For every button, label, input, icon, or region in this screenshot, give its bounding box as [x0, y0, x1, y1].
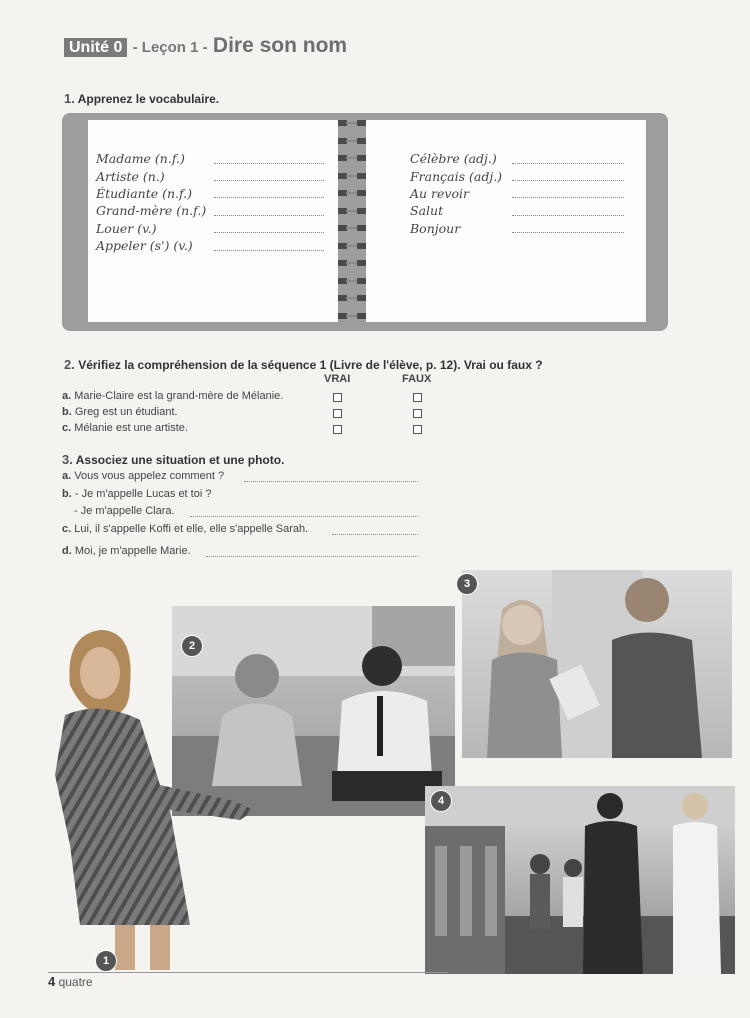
item-letter: b.: [62, 406, 72, 418]
vocab-word: Bonjour: [410, 221, 461, 236]
true-checkbox[interactable]: [333, 393, 342, 402]
spiral-ring: [338, 172, 366, 180]
exercise-1-title: [64, 91, 219, 106]
vocab-word: Français (adj.): [410, 169, 503, 184]
answer-line[interactable]: [214, 163, 324, 164]
item-letter: b.: [62, 488, 72, 500]
situation-line: [62, 470, 224, 482]
unit-badge: Unité 0: [64, 38, 127, 57]
photo-4-illustration: [425, 786, 735, 974]
notebook-spiral: [338, 113, 366, 331]
photo-badge: 3: [456, 573, 478, 595]
true-checkbox[interactable]: [333, 409, 342, 418]
false-checkbox[interactable]: [413, 393, 422, 402]
situation-line: [74, 505, 175, 517]
item-text: Marie-Claire est la grand-mère de Mélanie.: [74, 390, 284, 402]
answer-line[interactable]: [214, 232, 324, 233]
item-letter: c.: [62, 523, 72, 535]
item-text: - Je m'appelle Lucas et toi ?: [74, 488, 212, 500]
item-text: Greg est un étudiant.: [74, 406, 178, 418]
spiral-ring: [338, 119, 366, 127]
item-letter: d.: [62, 545, 72, 557]
vocab-word: Au revoir: [410, 186, 469, 201]
item-text: Mélanie est une artiste.: [74, 422, 188, 434]
vocab-word: Salut: [410, 203, 444, 218]
exercise-instruction: Apprenez le vocabulaire.: [77, 92, 220, 106]
photo-badge: 2: [181, 635, 203, 657]
spiral-ring: [338, 189, 366, 197]
item-text: Lui, il s'appelle Koffi et elle, elle s'appelle Sarah.: [74, 523, 309, 535]
true-false-statement: [62, 406, 178, 418]
vocab-word: Louer (v.): [96, 221, 157, 236]
photo-3-illustration: [462, 570, 732, 758]
true-checkbox[interactable]: [333, 425, 342, 434]
item-letter: a.: [62, 390, 72, 402]
photo-4: [425, 786, 735, 974]
answer-line[interactable]: [214, 250, 324, 251]
item-letter: a.: [62, 470, 72, 482]
footer-rule: [48, 972, 448, 973]
page-title: [64, 34, 347, 58]
answer-line[interactable]: [512, 232, 624, 233]
answer-line[interactable]: [244, 481, 418, 482]
answer-line[interactable]: [512, 215, 624, 216]
vocabulary-notebook: [62, 113, 668, 331]
lesson-label: - Leçon 1 -: [132, 39, 208, 56]
vocab-word: Madame (n.f.): [96, 151, 185, 166]
spiral-ring: [338, 312, 366, 320]
vocab-word: Célèbre (adj.): [410, 151, 497, 166]
situation-line: [62, 488, 211, 500]
situation-line: [62, 523, 308, 535]
vocab-word: Artiste (n.): [96, 169, 165, 184]
photo-1: [40, 625, 265, 975]
spiral-ring: [338, 137, 366, 145]
situation-line: [62, 545, 191, 557]
item-letter: c.: [62, 422, 72, 434]
spiral-ring: [338, 154, 366, 162]
photo-1-illustration: [40, 625, 265, 975]
lesson-title: Dire son nom: [212, 34, 348, 57]
spiral-ring: [338, 242, 366, 250]
exercise-number: 3.: [62, 452, 73, 467]
spiral-ring: [338, 207, 366, 215]
spiral-ring: [338, 224, 366, 232]
exercise-number: 1.: [64, 91, 75, 106]
item-text: Moi, je m'appelle Marie.: [74, 545, 191, 557]
answer-line[interactable]: [214, 180, 324, 181]
spiral-ring: [338, 277, 366, 285]
false-checkbox[interactable]: [413, 409, 422, 418]
spiral-ring: [338, 294, 366, 302]
answer-line[interactable]: [512, 197, 624, 198]
answer-line[interactable]: [512, 180, 624, 181]
answer-line[interactable]: [190, 516, 418, 517]
vocab-word: Grand-mère (n.f.): [96, 203, 207, 218]
exercise-number: 2.: [64, 357, 75, 372]
photo-badge: 4: [430, 790, 452, 812]
notebook-page-right: [366, 120, 646, 322]
page-number: 4: [48, 974, 56, 989]
vocab-word: Étudiante (n.f.): [96, 186, 193, 201]
true-false-statement: [62, 422, 188, 434]
page-word: quatre: [58, 975, 93, 989]
answer-line[interactable]: [214, 215, 324, 216]
column-false: FAUX: [402, 373, 432, 385]
page-footer: [48, 974, 93, 989]
column-true: VRAI: [324, 373, 351, 385]
exercise-instruction: Associez une situation et une photo.: [75, 453, 285, 467]
photo-badge: 1: [95, 950, 117, 972]
item-text: - Je m'appelle Clara.: [74, 505, 175, 517]
answer-line[interactable]: [332, 534, 418, 535]
vocab-word: Appeler (s') (v.): [96, 238, 193, 253]
answer-line[interactable]: [214, 197, 324, 198]
true-false-statement: [62, 390, 283, 402]
answer-line[interactable]: [206, 556, 418, 557]
item-text: Vous vous appelez comment ?: [74, 470, 225, 482]
photo-3: [462, 570, 732, 758]
false-checkbox[interactable]: [413, 425, 422, 434]
exercise-instruction: Vérifiez la compréhension de la séquence 1 (Livre de l'élève, p. 12). Vrai ou faux ?: [78, 358, 543, 372]
exercise-3-title: [62, 452, 284, 467]
exercise-2-title: [64, 357, 543, 372]
answer-line[interactable]: [512, 163, 624, 164]
spiral-ring: [338, 259, 366, 267]
